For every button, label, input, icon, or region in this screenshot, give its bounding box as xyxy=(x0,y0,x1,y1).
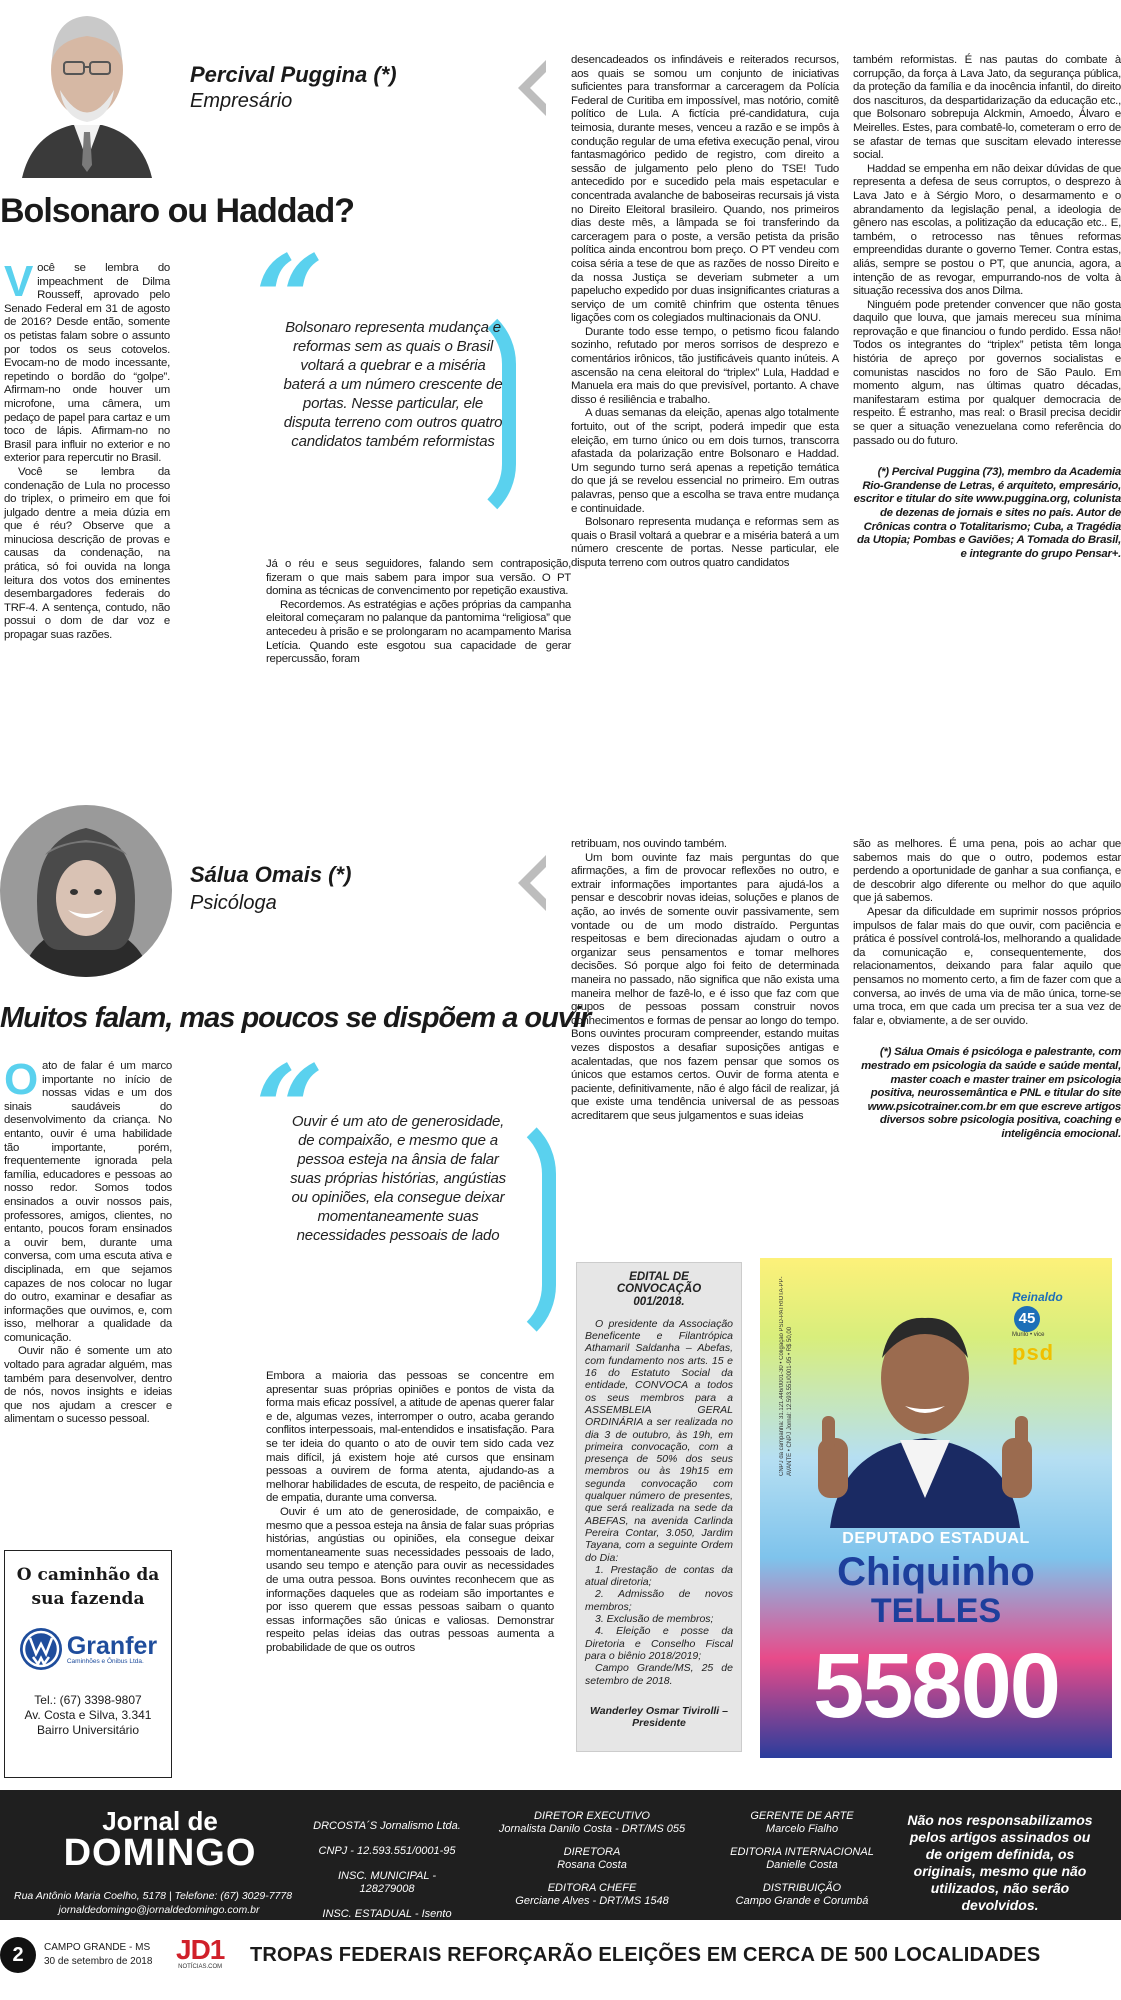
chevron-left-icon xyxy=(518,60,546,116)
edital-body: O presidente da Associação Beneficente e Filantrópica Athamaril Saldanha – Abefas, com fundamento nos arts. 15 e 16 do Estatuto Social da entidade, CONVOCA a todos os seus membros para a ASSEMBLEIA GERAL ORDINÁRIA a ser realizada no dia 3 de outubro, às 19h, em primeira convocação, com a presença de 50% dos seus membros ou às 19h15 em segunda convocação com qualquer número de presentes, que será realizada na sede da ABEFAS, na avenida Carlinda Pereira Contar, 3.050, Jardim Tayana, com a seguinte Ordem do Dia: xyxy=(585,1317,733,1564)
diretora: Rosana Costa xyxy=(557,1859,627,1871)
company-insc-est: INSC. ESTADUAL - Isento xyxy=(322,1908,452,1920)
bottom-date: 30 de setembro de 2018 xyxy=(44,1956,153,1967)
article-column-3: retribuam, nos ouvindo também. Um bom ouvinte faz mais perguntas do que afirmações, a fim de provocar reflexões no outro, e extrair informações importantes para ajudá-los a pensar e descobrir novas ideias, soluções e planos de ação, ao invés de somente ouvir passivamente, sem vontade ou de um modo distraído. Perguntas respeitosas e bem direcionadas ajudam o outro a organizar seus pensamentos e tomar melhores decisões. Só porque algo foi feito de determinada maneira no passado, não significa que não exista uma maneira melhor de fazê-lo, e é isso que faz com que grupos de pessoas possam construir novos conhecimentos e formas de pensar ao longo do tempo. Bons ouvintes procuram compreender, estando muitas vezes dispostos a desafiar suposições antigas e acalentadas, que nos fazem pensar que somos os únicos que estamos certos. Ouvir de forma atenta e paciente, definitivamente, não é algo fácil de realizar, já que existe uma tendência universal de as pessoas acreditarem que seus julgamentos e suas ideias xyxy=(571,838,839,1122)
article-title: Bolsonaro ou Haddad? xyxy=(0,192,354,230)
edital-signature: Wanderley Osmar Tivirolli – Presidente xyxy=(590,1704,728,1730)
granfer-address: Av. Costa e Silva, 3.341 xyxy=(24,1708,152,1722)
edital-item: 1. Prestação de contas da atual diretoria; xyxy=(585,1563,733,1589)
article-column-2: Embora a maioria das pessoas se concentre em apresentar suas próprias opiniões e pontos de vista da forma mais eficaz possível, a atitude de apenas querer falar e de, algumas vezes, interromper o outro, acaba gerando conflitos interpessoais, mal-entendidos e insatisfação. Para se ter ideia do quanto o ato de ouvir tem sido cada vez mais difícil, já existem hoje até cursos que ensinam pessoas a ouvirem de forma atenta, ajudando-as a melhorar habilidades de escuta, de respeito, de paciência e de empatia, durante uma conversa. Ouvir é um ato de generosidade, de compaixão, e mesmo que a pessoa esteja na ânsia de falar suas próprias histórias, angústias ou opiniões, ela consegue deixar momentaneamente suas necessidades pessoais de lado, usando seu tempo e atenção para ouvir as necessidades de uma outra pessoa. Bons ouvintes reconhecem que as informações daqueles que as rodeiam são importantes e por isso querem que essas pessoas saibam o quanto essas informações são únicas e valiosas. Demonstrar respeito pelas ideias das outras pessoas aumenta a probabilidade de que os outros xyxy=(266,1370,554,1654)
distr-label: DISTRIBUIÇÃO xyxy=(762,1882,842,1894)
edital-place-date: Campo Grande/MS, 25 de setembro de 2018. xyxy=(585,1662,733,1687)
author-photo-salua xyxy=(0,800,172,982)
granfer-brand: Granfer xyxy=(66,1631,158,1660)
edital-item: 4. Eleição e posse da Diretoria e Conselho Fiscal para o biênio 2018/2019; xyxy=(585,1625,733,1662)
company-cnpj: CNPJ - 12.593.551/0001-95 xyxy=(318,1845,456,1857)
masthead-line-2: DOMINGO xyxy=(63,1832,257,1874)
intl-label: EDITORIA INTERNACIONAL xyxy=(730,1846,874,1858)
party-logo: psd xyxy=(1012,1340,1055,1365)
staff-col-1 xyxy=(482,1810,702,1908)
footer-disclaimer: Não nos responsabilizamos pelos artigos assinados ou de origem definida, os originais, mesmo que não utilizados, não serão devolvidos. xyxy=(907,1812,1093,1913)
author-credit: (*) Percival Puggina (73), membro da Academia Rio-Grandense de Letras, é arquiteto, empresário, escritor e titular do site www.puggina.org, colunista de dezenas de jornais e sites no país. Autor de Crônicas contra o Totalitarismo; Cuba, a Tragédia da Utopia; Pombas e Gaviões; A Tomada do Brasil, e integrante do grupo Pensar+. xyxy=(853,466,1121,560)
quote-mark-icon: “ xyxy=(255,229,325,370)
author-photo-percival xyxy=(12,0,162,178)
masthead xyxy=(40,1808,280,1872)
article-column-4: são as melhores. É uma pena, pois ao achar que sabemos mais do que o outro, podemos estar perdendo a oportunidade de ganhar a sua confiança, e de descobrir algo diferente ou melhor do que aquilo que já sabemos. Apesar da dificuldade em suprimir nossos próprios impulsos de falar mais do que ouvir, com paciência e prática é possível controlá-los, melhorando a qualidade da comunicação e, consequentemente, dos relacionamentos, deixando para falar aquilo que pensamos no momento certo, a fim de fazer com que a conversa, ao invés de uma via de mão única, torne-se uma troca, em que cada um precisa ter a sua vez de falar e, obviamente, a de ser ouvido. (*) Sálua Omais é psicóloga e palestrante, com mestrado em psicologia da saúde e saúde mental, master coach e master trainer em psicologia positiva, neurossemântica e PNL e titular do site www.psicotrainer.com.br em que escreve artigos diversos sobre psicologia positiva, coaching e inteligência emocional. xyxy=(853,838,1121,1140)
candidate-number: 55800 xyxy=(813,1635,1059,1737)
granfer-phone: Tel.: (67) 3398-9807 xyxy=(34,1693,142,1707)
candidate-name-1: Chiquinho xyxy=(837,1550,1035,1594)
jd1-logo-text: JD1 xyxy=(176,1934,225,1965)
article-column-3: desencadeados os infindáveis e reiterados recursos, aos quais se somou um conjunto de iniciativas suficientes para transformar a carceragem da Polícia Federal de Curitiba em impossível, mas notório, comitê político de Lula. A fictícia pré-candidatura, cuja teimosia, durante meses, venceu a razão e se impôs à condução regular de uma efetiva execução penal, virou fantasmagórico pedido de registro, com direito a sessão de julgamento pelo pleno do TSE! Tudo antecedido por e sucedido pela mais espetacular e concentrada avalanche de baboseiras recursais já vista no Direito Eleitoral brasileiro. Quando, nos primeiros dias deste mês, a lâmpada se foi transferindo da carceragem para o poste, a versão petista da prisão política ainda encontrou bom preço. O PT vendeu com coisa séria a tese de que as razões de nosso Direito e da nossa Justiça se deveriam submeter a um papelucho expedido por duas insignificantes criaturas a serviço de um comitê chinfrim que ostenta tênues ligações com os colegiados multinacionais da ONU. Durante todo esse tempo, o petismo ficou falando sozinho, refutado por meros sorrisos de desprezo e comentários irônicos, tão justificáveis quanto inúteis. A ascensão na cena eleitoral do “triplex” Lula, Haddad e Manuela era mais do que previsível, portanto. A chave disso é resiliência e trabalho. A duas semanas da eleição, apenas algo totalmente fortuito, out of the script, poderá impedir que esta eleição, em turno único ou em dois turnos, transcorra afastada da polarização entre Bolsonaro e Haddad. Um segundo turno será apenas a repetição temática do que já se revelou essencial no primeiro. Em outras palavras, penso que a escolha se trava entre mudança e continuidade. Bolsonaro representa mudança e reformas sem as quais o Brasil voltará a quebrar e a miséria baterá a um número crescente de portas. Nesse particular, ele disputa terreno com outros quatro candidatos xyxy=(571,54,839,569)
logo-text: Reinaldo xyxy=(1012,1290,1063,1304)
article-title: Muitos falam, mas poucos se dispõem a ouvir xyxy=(0,1002,591,1034)
intl: Danielle Costa xyxy=(766,1859,838,1871)
candidate-name-2: TELLES xyxy=(870,1592,1002,1630)
staff-col-2 xyxy=(712,1810,892,1908)
article-column-2: Já o réu e seus seguidores, falando sem contraposição, fizeram o que mais sabem para impor sua versão. O PT domina as técnicas de convencimento por repetição exaustiva. Recordemos. As estratégias e ações próprias da campanha eleitoral começaram no palanque da pantomima “religiosa” que antecedeu à prisão e se prolongaram no acampamento Marisa Letícia. Quando este esgotou sua capacidade de gerar repercussão, foram xyxy=(266,558,571,666)
author-credit: (*) Sálua Omais é psicóloga e palestrante, com mestrado em psicologia da saúde e saúde mental, master coach e master trainer em psicologia positiva, neurossemântica e PNL e titular do site www.psicotrainer.com.br em que escreve artigos diversos sobre psicologia positiva, coaching e inteligência emocional. xyxy=(861,1046,1121,1140)
bottom-headline: TROPAS FEDERAIS REFORÇARÃO ELEIÇÕES EM CERCA DE 500 LOCALIDADES xyxy=(250,1944,1041,1966)
author-role: Empresário xyxy=(190,90,293,112)
arte: Marcelo Fialho xyxy=(765,1823,839,1835)
author-role: Psicóloga xyxy=(190,892,277,914)
company-name: DRCOSTA´S Jornalismo Ltda. xyxy=(313,1820,461,1832)
jd1-logo-sub: NOTÍCIAS.COM xyxy=(178,1964,223,1970)
logo-number: 45 xyxy=(1014,1306,1040,1332)
drop-cap: O xyxy=(4,1055,38,1104)
edital-item: 2. Admissão de novos membros; xyxy=(585,1588,733,1613)
author-name: Sálua Omais (*) xyxy=(190,862,352,887)
editora-label: EDITORA CHEFE xyxy=(547,1882,637,1894)
editora: Gerciane Alves - DRT/MS 1548 xyxy=(515,1895,669,1907)
granfer-brand-sub: Caminhões e Ônibus Ltda. xyxy=(66,1657,144,1665)
granfer-headline: O caminhão da sua fazenda xyxy=(16,1565,160,1609)
author-name: Percival Puggina (*) xyxy=(190,62,397,87)
edital-items xyxy=(585,1564,733,1662)
company-info xyxy=(312,1820,462,1921)
edital-title: EDITAL DE CONVOCAÇÃO 001/2018. xyxy=(616,1271,702,1308)
candidate-ad xyxy=(760,1258,1112,1758)
bottom-city: CAMPO GRANDE - MS xyxy=(44,1942,151,1953)
arte-label: GERENTE DE ARTE xyxy=(750,1810,854,1822)
candidate-fine-print: CNPJ da campanha: 31.121.446/0001-30 • Coligação PSD-PATRIOTA-PP-AVANTE • CNPJ Jornal: 12.593.551/0001-95 • R$ 50,00 xyxy=(779,1276,793,1476)
footer-email: jornaldedomingo@jornaldedomingo.com.br xyxy=(58,1904,260,1916)
distr: Campo Grande e Corumbá xyxy=(735,1895,869,1907)
article-column-4: também reformistas. É nas pautas do combate à corrupção, da força à Lava Jato, da segurança pública, da proteção da família e da inocência infantil, do direito dos nascituros, da despartidarização da educação etc., que Bolsonaro sobrepuja Alckmin, Amoedo, Álvaro e Meirelles. Estes, para combatê-lo, cometeram o erro de se afastar de temas que suscitam elevado interesse social. Haddad se empenha em não deixar dúvidas de que representa a defesa de seus corruptos, o desprezo à Lava Jato e à Sérgio Moro, o desarmamento e o abrandamento da legislação penal, a ideologia de gênero nas escolas, a politização da educação etc.. E, também, o retrocesso nas tênues reformas empreendidas durante o governo Temer. Contra estas, aliás, sempre se postou o PT, que anuncia, agora, a intenção de as revogar, empurrando-nos de volta à situação recessiva dos anos Dilma. Ninguém pode pretender convencer que não gosta daquilo que louva, que jamais mereceu sua mínima reprovação e que financiou o fundo perdido. Essa não! Todos os integrantes do “triplex” petista têm longa história de apreço por governos socialistas e comunistas nascidos no foro de São Paulo. Em momento algum, nas últimas quatro décadas, manifestaram estima por qualquer democracia de respeito. É estranho, mas real: o Brasil precisa decidir se quer a situação venezuelana como referência do passado ou do futuro. (*) Percival Puggina (73), membro da Academia Rio-Grandense de Letras, é arquiteto, empresário, escritor e titular do site www.puggina.org, colunista de dezenas de jornais e sites no país. Autor de Crônicas contra o Totalitarismo; Cuba, a Tragédia da Utopia; Pombas e Gaviões; A Tomada do Brasil, e integrante do grupo Pensar+. xyxy=(853,54,1121,560)
drop-cap: V xyxy=(4,257,34,306)
jd1-logo xyxy=(176,1936,224,1970)
diretora-label: DIRETORA xyxy=(563,1846,621,1858)
footer xyxy=(0,1790,1121,1920)
logo-sub: Murilo • vice xyxy=(1012,1332,1045,1338)
pull-quote: Ouvir é um ato de generosidade, de compaixão, e mesmo que a pessoa esteja na ânsia de falar suas próprias histórias, angústias ou opiniões, ela consegue deixar momentaneamente suas necessidades pessoais de lado xyxy=(290,1113,506,1244)
article-column-1: Você se lembra do impeachment de Dilma Rousseff, aprovado pelo Senado Federal em 31 de agosto de 2016? Desde então, somente os petistas falam sobre o assunto por todos os seus cotovelos. Evocam-no de modo incessante, repetindo o bordão do “golpe”. Afirmam-no onde houver um microfone, uma câmera, um pedaço de papel para cartaz e um toco de lápis. Afirmam-no no Brasil para influir no exterior e no exterior para repercutir no Brasil. Você se lembra da condenação de Lula no processo do triplex, o primeiro em que foi julgado dentre a meia dúzia em que é réu? Observe que a minuciosa descrição de provas e causas da condenação, na prática, só foi ouvida na longa leitura dos votos dos eminentes desembargadores federais do TRF-4. A sentença, contudo, não possui o dom de dar voz e propagar suas razões. xyxy=(4,257,170,642)
vw-logo-icon xyxy=(19,1627,63,1671)
edital-box xyxy=(576,1262,742,1752)
candidate-office: DEPUTADO ESTADUAL xyxy=(842,1530,1030,1547)
page-number: 2 xyxy=(0,1937,36,1973)
masthead-line-1: Jornal de xyxy=(102,1806,218,1836)
dir-exec-label: DIRETOR EXECUTIVO xyxy=(534,1810,650,1822)
edital-item: 3. Exclusão de membros; xyxy=(595,1613,714,1626)
dir-exec: Jornalista Danilo Costa - DRT/MS 055 xyxy=(498,1823,686,1835)
quote-mark-icon: “ xyxy=(255,1039,325,1180)
granfer-ad xyxy=(4,1550,172,1778)
pull-quote: Bolsonaro representa mudança e reformas sem as quais o Brasil voltará a quebrar e a miséria baterá a um número crescente de portas. Nesse particular, ele disputa terreno com outros quatro candidatos também reformistas xyxy=(283,319,503,450)
candidate-photo xyxy=(800,1298,1050,1528)
chevron-left-icon xyxy=(518,855,546,911)
article-column-1: Oato de falar é um marco importante no início de nossas vidas e um dos sinais saudáveis do desenvolvimento da criança. No entanto, ouvir é uma habilidade tão importante, porém, frequentemente ignorada pela família, educadores e pessoas ao nosso redor. Somos todos ensinados a ouvir nossos pais, professores, amigos, clientes, no entanto, poucos foram ensinados a ouvir bem, durante uma conversa, com uma escuta ativa e disciplinada, em que sejamos capazes de nos colocar no lugar do outro, examinar e desafiar as informações que ouvimos, e, com isso, melhorar a qualidade da comunicação. Ouvir não é somente um ato voltado para agradar alguém, mas também para desenvolver, dentro de nós, novos insights e ideias que nos ajudam a crescer e alimentam o sucesso pessoal. xyxy=(4,1055,172,1426)
footer-address: Rua Antônio Maria Coelho, 5178 | Telefone: (67) 3029-7778 xyxy=(14,1890,293,1902)
company-insc-mun: INSC. MUNICIPAL - 128279008 xyxy=(338,1870,436,1895)
granfer-district: Bairro Universitário xyxy=(36,1723,140,1737)
